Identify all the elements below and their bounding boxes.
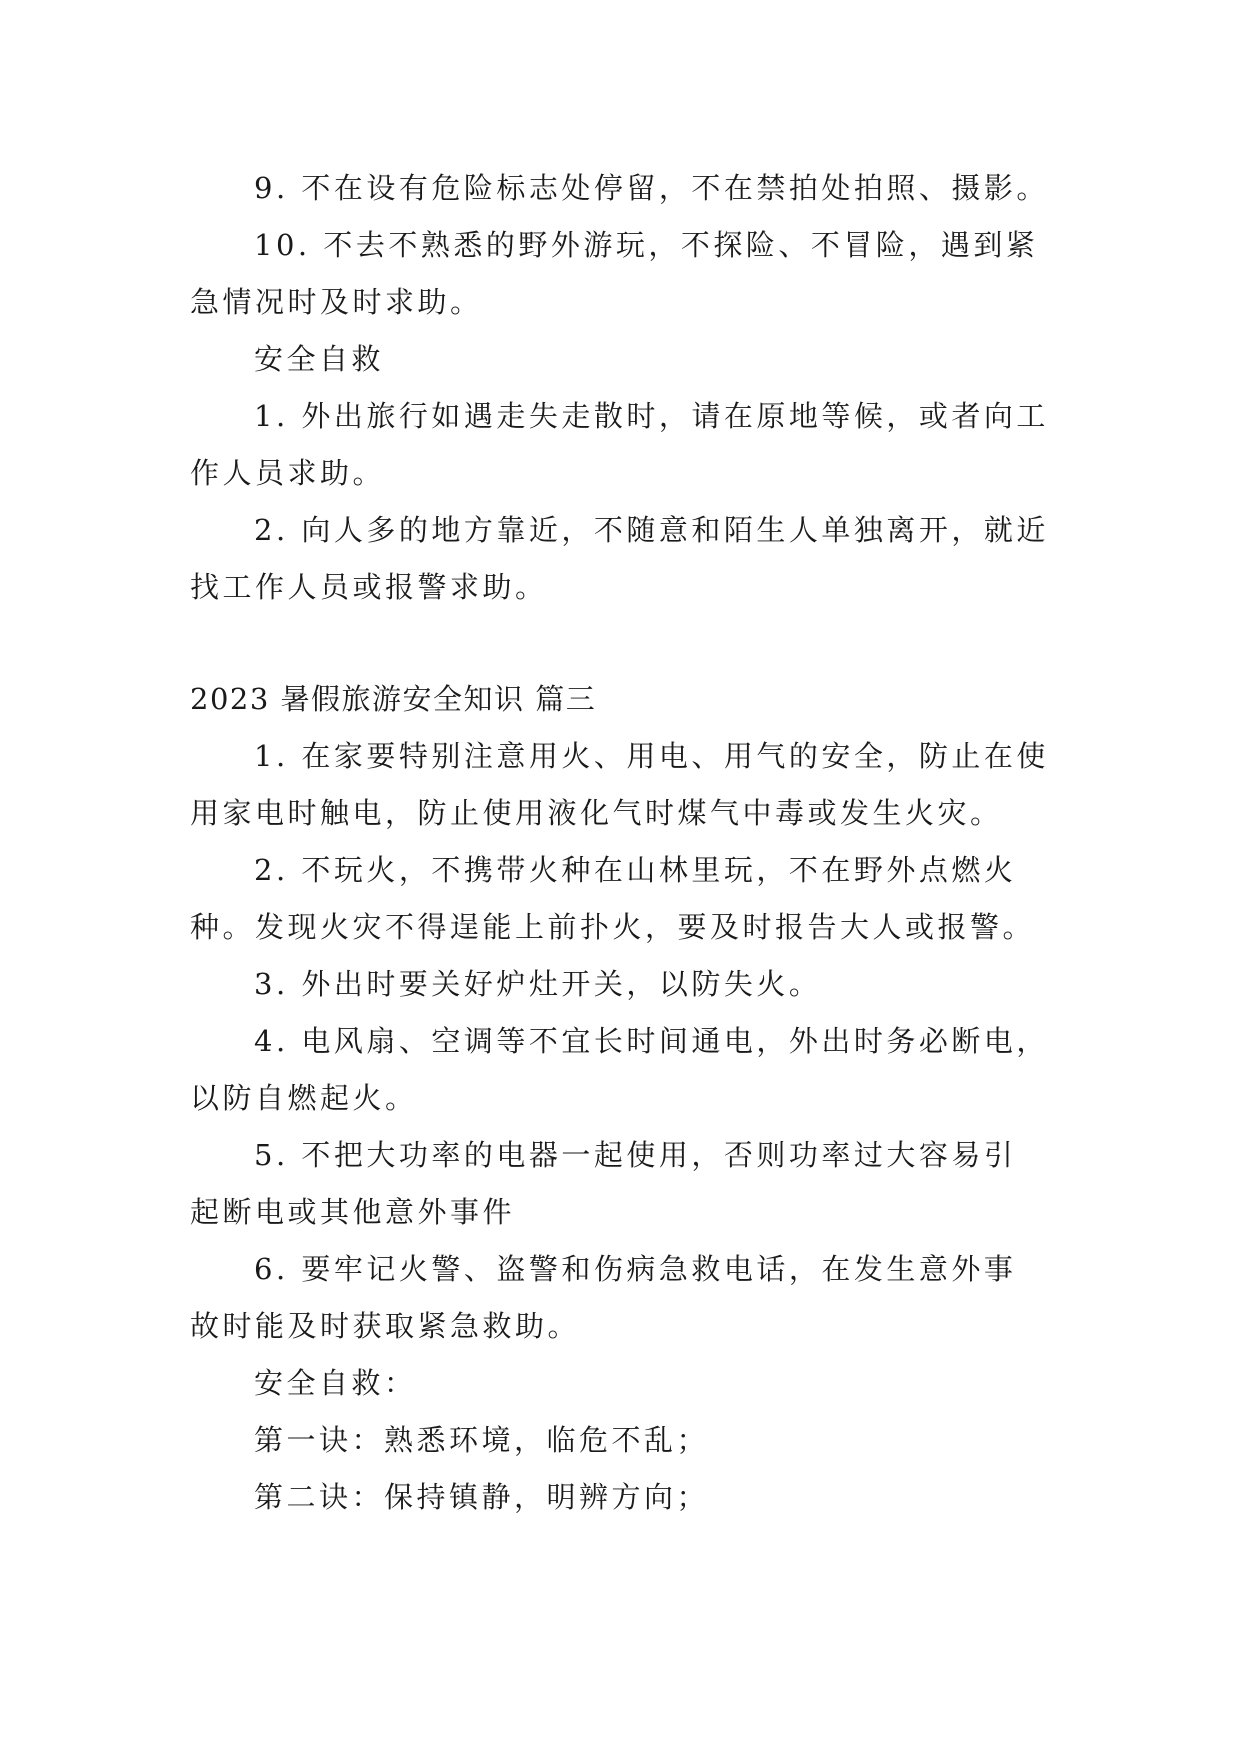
paragraph-line: 9. 不在设有危险标志处停留，不在禁拍处拍照、摄影。: [254, 171, 1049, 205]
section-heading: 2023 暑假旅游安全知识 篇三: [190, 682, 597, 716]
paragraph-line: 第二诀：保持镇静，明辨方向；: [254, 1480, 710, 1514]
paragraph-line: 6. 要牢记火警、盗警和伤病急救电话，在发生意外事: [254, 1252, 1017, 1286]
paragraph-line: 2. 向人多的地方靠近，不随意和陌生人单独离开，就近: [254, 513, 1049, 547]
paragraph-line: 用家电时触电，防止使用液化气时煤气中毒或发生火灾。: [190, 796, 1003, 830]
paragraph-line: 第一诀：熟悉环境，临危不乱；: [254, 1423, 710, 1457]
paragraph-line: 故时能及时获取紧急救助。: [190, 1309, 581, 1343]
paragraph-line: 10. 不去不熟悉的野外游玩，不探险、不冒险，遇到紧: [254, 228, 1039, 262]
section-gap: [190, 616, 1070, 671]
paragraph-line: 4. 电风扇、空调等不宜长时间通电，外出时务必断电，: [254, 1024, 1049, 1058]
paragraph-line: 5. 不把大功率的电器一起使用，否则功率过大容易引: [254, 1138, 1017, 1172]
paragraph-line: 作人员求助。: [190, 456, 386, 490]
paragraph-line: 急情况时及时求助。: [190, 285, 483, 319]
paragraph-line: 种。发现火灾不得逞能上前扑火，要及时报告大人或报警。: [190, 910, 1036, 944]
paragraph-line: 以防自燃起火。: [190, 1081, 418, 1115]
document-body: [190, 160, 1070, 1526]
subheading: 安全自救: [254, 342, 385, 376]
subheading: 安全自救：: [254, 1366, 417, 1400]
paragraph-line: 起断电或其他意外事件: [190, 1195, 516, 1229]
paragraph-line: 3. 外出时要关好炉灶开关，以防失火。: [254, 967, 822, 1001]
paragraph-line: 1. 在家要特别注意用火、用电、用气的安全，防止在使: [254, 739, 1049, 773]
paragraph-line: 找工作人员或报警求助。: [190, 570, 548, 604]
paragraph-line: 1. 外出旅行如遇走失走散时，请在原地等候，或者向工: [254, 399, 1049, 433]
paragraph-line: 2. 不玩火，不携带火种在山林里玩，不在野外点燃火: [254, 853, 1017, 887]
